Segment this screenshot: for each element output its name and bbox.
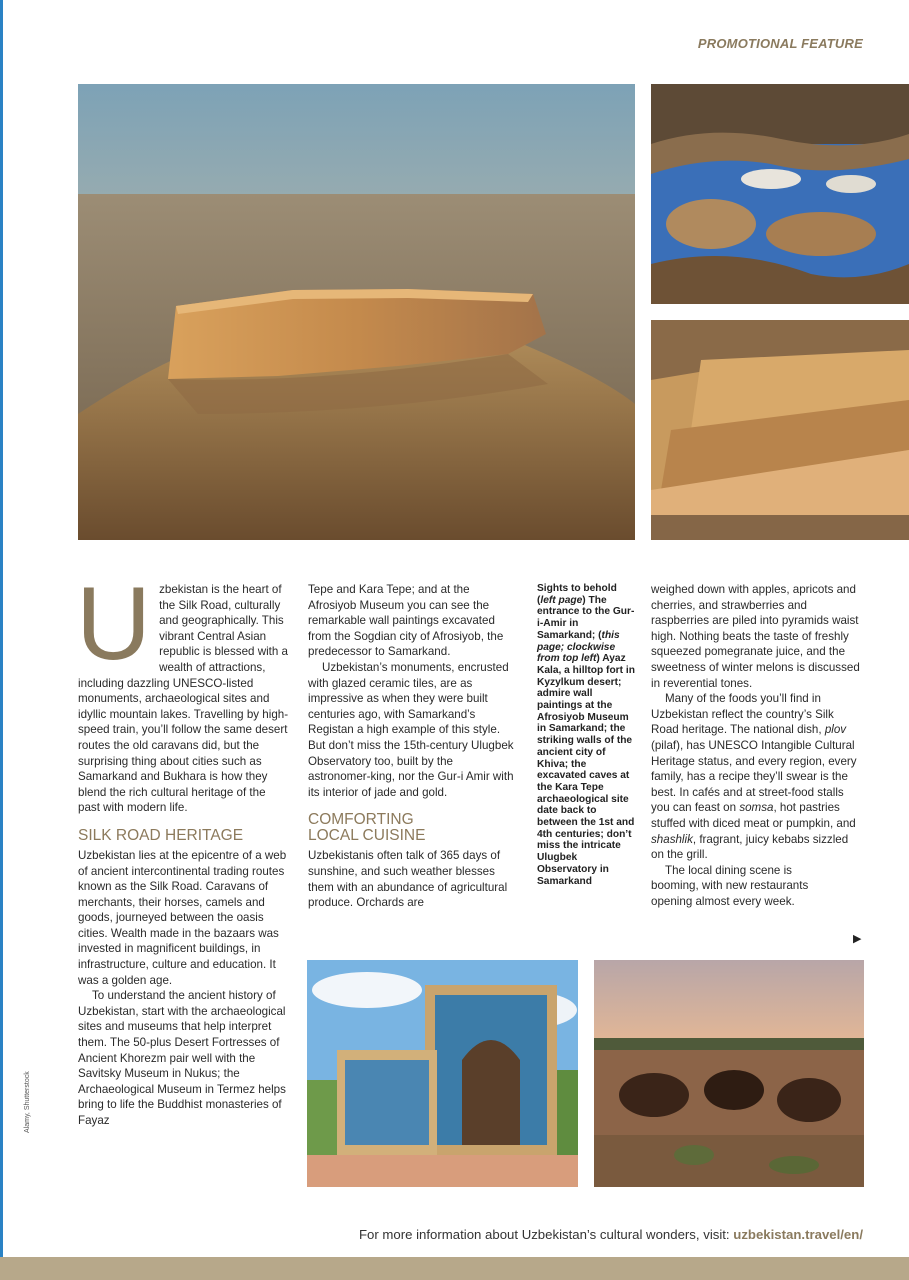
- photo-afrosiyob-wall-painting: [651, 84, 909, 304]
- caption-text-italic: left page: [540, 594, 583, 606]
- body-paragraph: Tepe and Kara Tepe; and at the Afrosiyob Museum you can see the remarkable wall paintings excavated from the Sogdian city of Afrosiyob, the predecessor to Samarkand.: [308, 583, 504, 659]
- caption-text: (: [537, 594, 541, 606]
- photo-khiva-walls: [651, 320, 909, 540]
- caption-text: ) Ayaz Kala, a hilltop fort in Kyzylkum desert; admire wall paintings at the Afrosiyob Museum in Samarkand;: [537, 653, 635, 735]
- photo-ulugbek-observatory: [307, 960, 578, 1187]
- body-text: , fragrant, juicy kebabs sizzled on the grill.: [651, 832, 849, 862]
- footer-info: [359, 1227, 863, 1242]
- text-column-2: [308, 582, 518, 911]
- body-text: (pilaf), has UNESCO Intangible Cultural Heritage status, and every region, every family, has a recipe they’ll swear is the best. In cafés and at street-food stalls you can feast on: [651, 738, 857, 815]
- photo-kara-tepe-caves: [594, 960, 864, 1187]
- intro-text: zbekistan is the heart of the Silk Road, culturally and geographically. This vibrant Central Asian republic is blessed with a wealth of attractions, including dazzling UNESCO-listed monuments, archaeological sites and idyllic mountain lakes. Travelling by high-speed train, you’ll follow the same desert routes the old caravans did, but the surprising thing about cities such as Samarkand and Bukhara is how they blend the rich cultural heritage of the past with modern life.: [78, 583, 289, 815]
- promotional-feature-label: PROMOTIONAL FEATURE: [697, 36, 863, 51]
- caption-text: ) The entrance to the Gur-i-Amir in Samarkand; (: [537, 594, 635, 641]
- body-paragraph: To understand the ancient history of Uzbekistan, start with the archaeological sites and museums that help interpret them. The 50-plus Desert Fortresses of Ancient Khorezm pair well with the Savitsky Museum in Nukus; the Archaeological Museum in Termez helps bring to life the Buddhist monasteries of Fayaz: [78, 989, 286, 1127]
- heading-line: LOCAL CUISINE: [308, 827, 426, 845]
- body-paragraph: Uzbekistanis often talk of 365 days of sunshine, and such weather blesses them with an abundance of agricultural produce. Orchards are: [308, 849, 508, 910]
- footer-text: For more information about Uzbekistan’s cultural wonders, visit:: [358, 1227, 734, 1242]
- photo-credit: Alamy, Shutterstock: [24, 1071, 31, 1133]
- body-text: , hot pastries stuffed with diced meat or pumpkin, and: [651, 801, 856, 830]
- body-paragraph: Uzbekistan lies at the epicentre of a web of ancient intercontinental trading routes known as the Silk Road. Caravans of merchants, their horses, camels and goods, journeyed between the oasis cities. Wealth made in the bazaars was invested in magnificent buildings, in infrastructure, culture and education. It was a golden age.: [78, 848, 287, 987]
- body-paragraph: Uzbekistan’s monuments, encrusted with glazed ceramic tiles, are as impressive as when they were built centuries ago, with Samarkand’s Registan a high example of this style. But don’t miss the 15th-century Ulugbek Observatory too, built by the astronomer-king, nor the Gur-i Amir with its interior of jade and gold.: [308, 660, 514, 799]
- heading-comforting-local-cuisine: [308, 812, 518, 844]
- photo-caption: [537, 583, 637, 887]
- page-edge-strip: [0, 0, 3, 1257]
- body-paragraph: The local dining scene is booming, with new restaurants opening almost every week.: [651, 863, 809, 908]
- body-paragraph: weighed down with apples, apricots and cherries, and strawberries and raspberries are piled into pyramids waist high. Nothing beats the taste of freshly squeezed pomegranate juice, and the sweetness of winter melons is discussed in reverential tones.: [651, 583, 860, 690]
- bottom-color-bar: [0, 1257, 909, 1280]
- text-column-4: [651, 582, 863, 909]
- caption-text-italic: this page; clockwise from top left: [537, 629, 620, 665]
- dropcap-letter: U: [76, 566, 152, 682]
- body-text-italic: plov: [824, 723, 847, 737]
- body-paragraph: [651, 691, 863, 863]
- intro-paragraph: [76, 566, 290, 816]
- heading-silk-road-heritage: SILK ROAD HERITAGE: [78, 826, 244, 844]
- caption-text: the striking walls of the ancient city of Khiva; the excavated caves at the Kara Tepe archaeological site date back to between the 1st and 4th centuries; don’t miss the intricate Ulugbek Observatory in Samarkand: [537, 723, 635, 887]
- body-text: Many of the foods you’ll find in Uzbekistan reflect the country’s Silk Road heritage. The national dish,: [651, 692, 834, 737]
- body-text-italic: somsa: [739, 801, 774, 815]
- heading-line: COMFORTING: [308, 811, 414, 829]
- photo-ayaz-kala-fortress: [78, 84, 635, 540]
- body-text-italic: shashlik: [651, 832, 693, 846]
- footer-url-link[interactable]: uzbekistan.travel/en/: [733, 1227, 863, 1242]
- text-column-1: [76, 566, 290, 1129]
- continue-arrow-icon: ▶: [853, 933, 862, 945]
- caption-title: Sights to behold: [537, 583, 617, 594]
